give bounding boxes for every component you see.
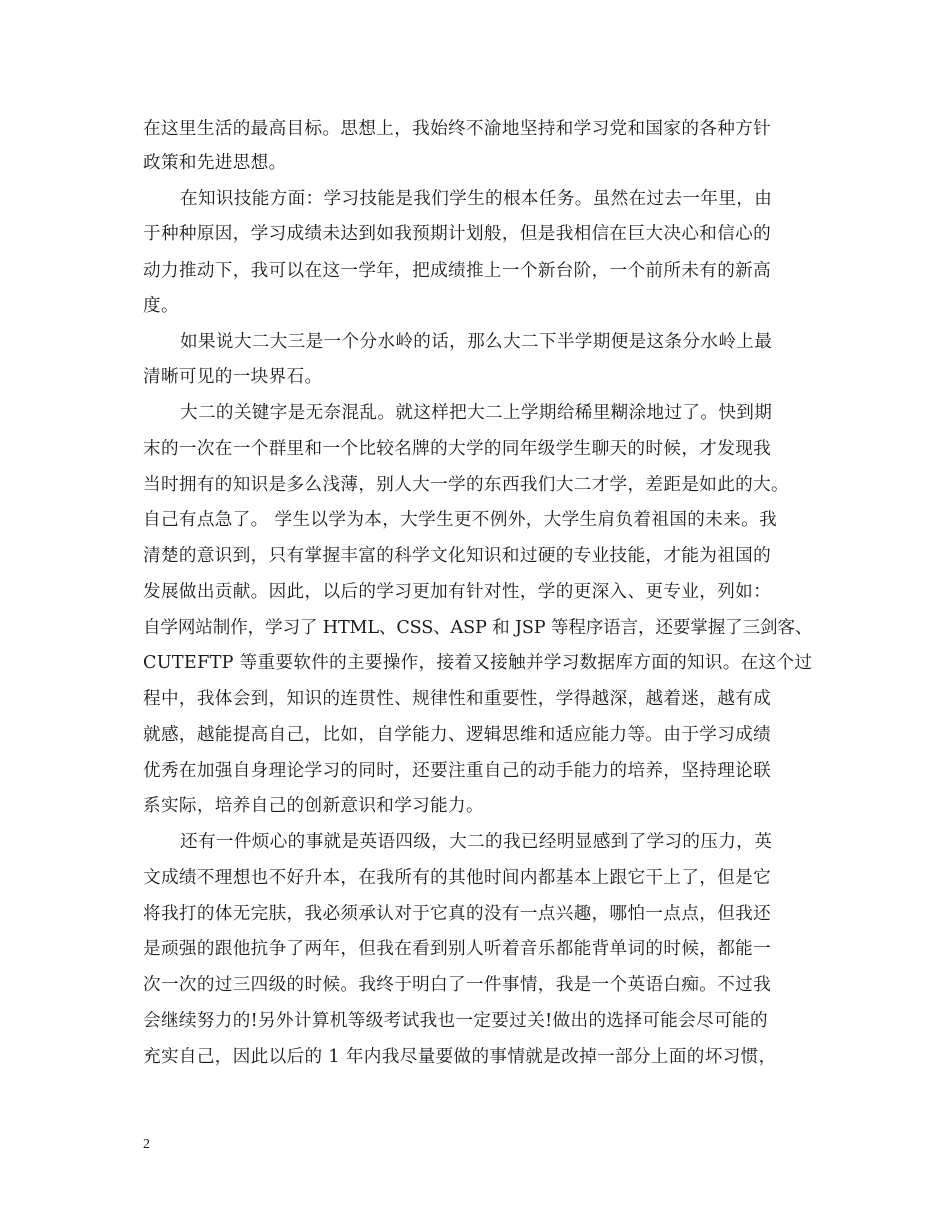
text-line: 当时拥有的知识是多么浅薄，别人大一学的东西我们大二才学，差距是如此的大。 [143, 475, 789, 495]
text-line: 自学网站制作，学习了 HTML、CSS、ASP 和 JSP 等程序语言，还要掌握了三剑客、 [143, 618, 813, 638]
text-line: 将我打的体无完肤，我必须承认对于它真的没有一点兴趣，哪怕一点点，但我还 [143, 904, 772, 924]
text-line: 在这里生活的最高目标。思想上，我始终不渝地坚持和学习党和国家的各种方针 [143, 119, 772, 139]
text-line: 政策和先进思想。 [143, 153, 287, 173]
text-line: 度。 [143, 296, 179, 316]
text-line: 就感，越能提高自己，比如，自学能力、逻辑思维和适应能力等。由于学习成绩 [143, 725, 772, 745]
text-line: 清晰可见的一块界石。 [143, 367, 323, 387]
text-line: 发展做出贡献。因此，以后的学习更加有针对性，学的更深入、更专业，列如： [143, 582, 772, 602]
text-line: 如果说大二大三是一个分水岭的话，那么大二下半学期便是这条分水岭上最 [180, 332, 773, 352]
text-line: 次一次的过三四级的时候。我终于明白了一件事情，我是一个英语白痴。不过我 [143, 975, 772, 995]
text-line: 大二的关键字是无奈混乱。就这样把大二上学期给稀里糊涂地过了。快到期 [180, 403, 773, 423]
text-line: 是顽强的跟他抗争了两年，但我在看到别人听着音乐都能背单词的时候，都能一 [143, 939, 772, 959]
text-line: 于种种原因，学习成绩未达到如我预期计划般，但是我相信在巨大决心和信心的 [143, 224, 772, 244]
text-line: 程中，我体会到，知识的连贯性、规律性和重要性，学得越深，越着迷，越有成 [143, 689, 772, 709]
text-line: 优秀在加强自身理论学习的同时，还要注重自己的动手能力的培养，坚持理论联 [143, 761, 772, 781]
text-line: 会继续努力的!另外计算机等级考试我也一定要过关!做出的选择可能会尽可能的 [143, 1011, 768, 1031]
text-line: 动力推动下，我可以在这一学年，把成绩推上一个新台阶，一个前所未有的新高 [143, 261, 772, 281]
text-line: 充实自己，因此以后的 1 年内我尽量要做的事情就是改掉一部分上面的坏习惯， [143, 1047, 777, 1067]
text-line: 在知识技能方面：学习技能是我们学生的根本任务。虽然在过去一年里，由 [180, 189, 773, 209]
text-line: 清楚的意识到，只有掌握丰富的科学文化知识和过硬的专业技能，才能为祖国的 [143, 546, 772, 566]
text-line: 系实际，培养自己的创新意识和学习能力。 [143, 796, 484, 816]
text-line: 文成绩不理想也不好升本，在我所有的其他时间内都基本上跟它干上了，但是它 [143, 868, 772, 888]
text-line: 自己有点急了。 学生以学为本，大学生更不例外，大学生肩负着祖国的未来。我 [143, 510, 777, 530]
text-line: CUTEFTP 等重要软件的主要操作，接着又接触并学习数据库方面的知识。在这个过 [143, 653, 813, 673]
page-number: 2 [143, 1137, 150, 1152]
text-line: 还有一件烦心的事就是英语四级，大二的我已经明显感到了学习的压力，英 [180, 832, 773, 852]
text-line: 末的一次在一个群里和一个比较名牌的大学的同年级学生聊天的时候，才发现我 [143, 439, 772, 459]
